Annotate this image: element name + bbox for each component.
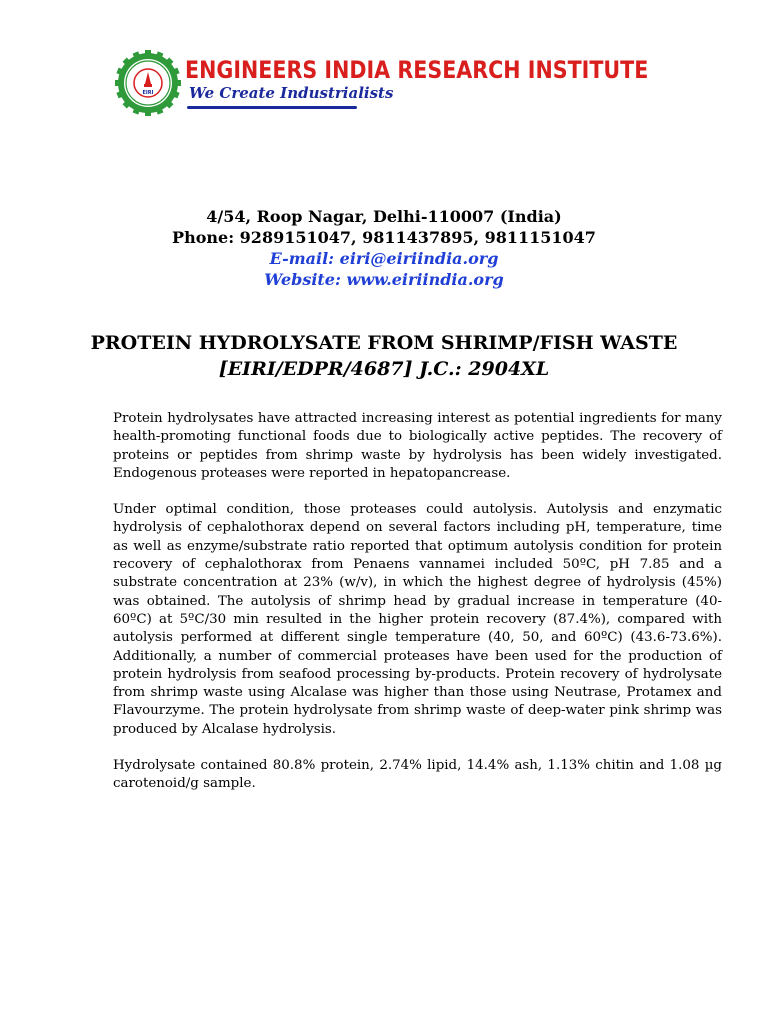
document-title-block xyxy=(0,330,768,382)
paragraph: Under optimal condition, those proteases could autolysis. Autolysis and enzymatic hydrolysis of cephalothorax depend on several factors including pH, temperature, time as well as enzyme/substrate ratio reported that optimum autolysis condition for protein recovery of cephalothorax from Penaens vannamei included 50ºC, pH 7.85 and a substrate concentration at 23% (w/v), in which the highest degree of hydrolysis (45%) was obtained. The autolysis of shrimp head by gradual increase in temperature (40-60ºC) at 5ºC/30 min resulted in the higher protein recovery (87.4%), compared with autolysis performed at different single temperature (40, 50, and 60ºC) (43.6-73.6%). Additionally, a number of commercial proteases have been used for the production of protein hydrolysis from seafood processing by-products. Protein recovery of hydrolysate from shrimp waste using Alcalase was higher than those using Neutrase, Protamex and Flavourzyme. The protein hydrolysate from shrimp waste of deep-water pink shrimp was produced by Alcalase hydrolysis. xyxy=(113,502,722,737)
contact-block xyxy=(0,206,768,290)
eiri-logo xyxy=(115,48,649,120)
brand-name: ENGINEERS INDIA RESEARCH INSTITUTE xyxy=(185,56,649,84)
document-title: PROTEIN HYDROLYSATE FROM SHRIMP/FISH WASTE xyxy=(90,332,678,354)
phone-line: Phone: 9289151047, 9811437895, 9811151047 xyxy=(172,228,596,247)
eiri-seal-icon xyxy=(115,50,181,116)
document-body xyxy=(113,410,722,812)
document-code: [EIRI/EDPR/4687] J.C.: 2904XL xyxy=(218,358,550,380)
paragraph: Hydrolysate contained 80.8% protein, 2.74% lipid, 14.4% ash, 1.13% chitin and 1.08 µg carotenoid/g sample. xyxy=(113,758,722,792)
svg-text:EIRI: EIRI xyxy=(142,90,154,96)
paragraph: Protein hydrolysates have attracted increasing interest as potential ingredients for many health-promoting functional foods due to biologically active peptides. The recovery of proteins or peptides from shrimp waste by hydrolysis has been widely investigated. Endogenous proteases were reported in hepatopancrease. xyxy=(113,411,722,481)
website-link[interactable]: Website: www.eiriindia.org xyxy=(264,270,504,289)
tagline-underline xyxy=(187,106,357,109)
address-line: 4/54, Roop Nagar, Delhi-110007 (India) xyxy=(206,207,562,226)
brand-tagline: We Create Industrialists xyxy=(189,84,394,102)
email-link[interactable]: E-mail: eiri@eiriindia.org xyxy=(269,249,499,268)
